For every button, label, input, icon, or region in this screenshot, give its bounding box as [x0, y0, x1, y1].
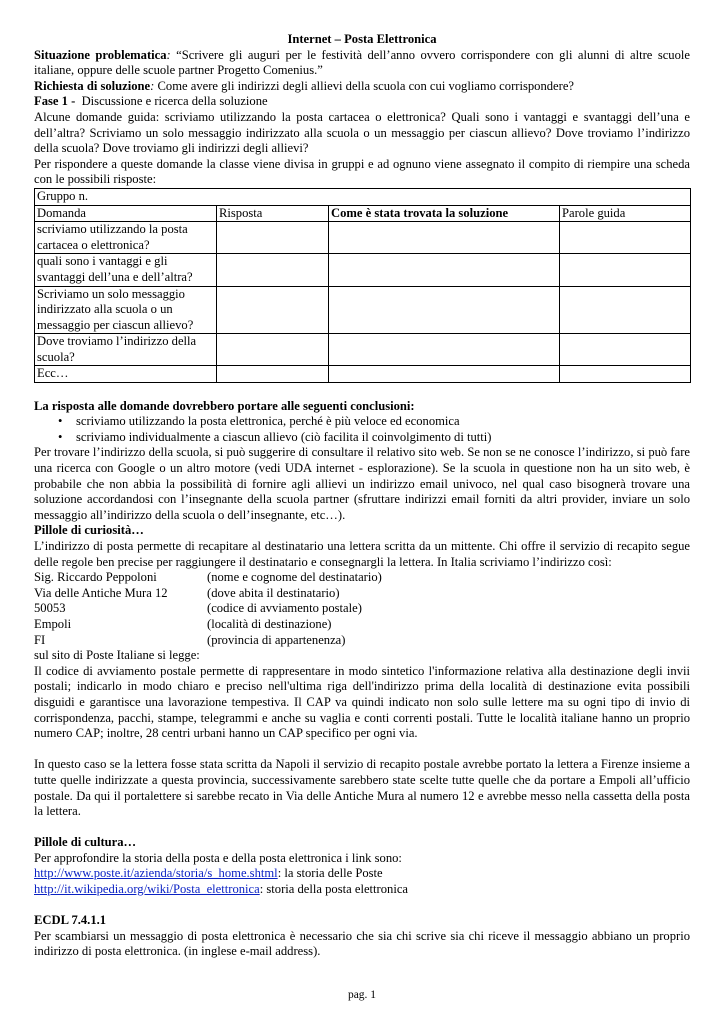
domande-guida-paragraph: Alcune domande guida: scriviamo utilizzando la posta cartacea o elettronica? Quali sono i vantaggi e svantaggi dell’una e dell’altra? Scriviamo un solo messaggio indirizzato alla scuola o un messaggio per ciascun allievo? Dove troviamo l’indirizzo della scuola? Dove troviamo gli indirizzi degli allievi?: [34, 109, 690, 156]
table-row: [35, 222, 691, 254]
address-line: [34, 570, 690, 586]
fase-text: Discussione e ricerca della soluzione: [75, 94, 268, 109]
table-cell-question: Ecc…: [35, 366, 217, 383]
richiesta-label: Richiesta di soluzione: [34, 78, 151, 93]
fase-heading: [34, 94, 690, 110]
intro-tabella-paragraph: Per rispondere a queste domande la classe viene divisa in gruppi e ad ognuno viene assegnato il compito di riempire una scheda con le possibili risposte:: [34, 156, 690, 187]
table-cell-empty: [560, 366, 691, 383]
address-note: (provincia di appartenenza): [207, 632, 346, 647]
link-description: : storia della posta elettronica: [259, 882, 409, 897]
address-line: [34, 586, 690, 602]
cultura-intro: Per approfondire la storia della posta e della posta elettronica i link sono:: [34, 850, 402, 865]
address-line: [34, 633, 690, 649]
table-row: [35, 366, 691, 383]
table-group-row: [35, 188, 691, 205]
table-cell-question: scriviamo utilizzando la posta cartacea o elettronica?: [35, 222, 217, 254]
table-cell-empty: [217, 222, 329, 254]
table-cell-empty: [329, 366, 560, 383]
link-description: : la storia delle Poste: [277, 866, 383, 881]
address-value: Sig. Riccardo Peppoloni: [34, 570, 157, 585]
spacer: [34, 742, 690, 758]
document-page: [34, 32, 690, 960]
table-cell-empty: [329, 254, 560, 286]
situazione-paragraph: [34, 48, 690, 79]
table-header-row: [35, 205, 691, 222]
richiesta-colon: :: [150, 78, 155, 93]
curiosita-paragraph: L’indirizzo di posta permette di recapitare al destinatario una lettera scritta da un mittente. Chi offre il servizio di recapito segue delle regole ben precise per raggiungere il destinatario e consegnargli la lettera. In Italia scriviamo l’indirizzo così:: [34, 539, 690, 569]
table-cell-question: Dove troviamo l’indirizzo della scuola?: [35, 334, 217, 366]
address-value: Via delle Antiche Mura 12: [34, 585, 168, 600]
table-cell-empty: [329, 334, 560, 366]
link-line: [34, 882, 690, 898]
spacer: [34, 383, 690, 399]
table-group-label: Gruppo n.: [35, 188, 691, 205]
address-note: (nome e cognome del destinatario): [207, 570, 382, 585]
richiesta-paragraph: [34, 79, 690, 95]
link-line: [34, 866, 690, 882]
cap-paragraph: Il codice di avviamento postale permette di rappresentare in modo sintetico l'informazione relativa alla destinazione degli invii postali; indicarlo in modo chiaro e preciso nell'ultima riga dell'indirizzo prima della località di destinazione evita possibili disguidi e garantisce una lavorazione tempestiva. Il CAP va quindi indicato non solo sulle lettere ma su ogni tipo di invio di corrispondenza, pacchi, stampe, telegrammi e anche su vaglia e conti correnti postali. Tutte le località italiane hanno un proprio numero CAP; inoltre, 28 centri urbani hanno un CAP specifico per ogni via.: [34, 663, 690, 741]
conclusioni-list: [34, 414, 690, 445]
situazione-label: Situazione problematica: [34, 47, 167, 62]
curiosita-heading: Pillole di curiosità…: [34, 523, 144, 538]
list-item: • scriviamo individualmente a ciascun allievo (ciò facilita il coinvolgimento di tutti): [76, 430, 690, 446]
table-cell-empty: [217, 366, 329, 383]
table-header-parole: Parole guida: [560, 205, 691, 222]
table-header-domanda: Domanda: [35, 205, 217, 222]
situazione-text: “Scrivere gli auguri per le festività dell’anno ovvero corrispondere con gli alunni di altre scuole italiane, oppure delle scuole partner Progetto Comenius.”: [34, 47, 690, 78]
poste-storia-link[interactable]: http://www.poste.it/azienda/storia/s_home.shtml: [34, 866, 278, 881]
address-line: [34, 601, 690, 617]
address-block: [34, 570, 690, 648]
poste-intro: sul sito di Poste Italiane si legge:: [34, 648, 200, 663]
page-number: pag. 1: [347, 989, 377, 1001]
ecdl-heading: ECDL 7.4.1.1: [34, 913, 107, 928]
address-value: FI: [34, 632, 46, 647]
napoli-paragraph: In questo caso se la lettera fosse stata scritta da Napoli il servizio di recapito postale avrebbe portato la lettera a Firenze insieme a tutte quelle indirizzate a questa provincia, successivamente sarebbero state scelte tutte quelle che da portare a Empoli all’ufficio postale. Da qui il portalettere si sarebbe recato in Via delle Antiche Mura al numero 12 e avrebbe messo nella cassetta della posta la lettera.: [34, 757, 690, 819]
richiesta-text: Come avere gli indirizzi degli allievi della scuola con cui vogliamo corrispondere?: [154, 78, 575, 93]
wikipedia-posta-link[interactable]: http://it.wikipedia.org/wiki/Posta_elettronica: [34, 882, 260, 897]
situazione-colon: :: [166, 47, 171, 62]
table-cell-question: Scriviamo un solo messaggio indirizzato alla scuola o un messaggio per ciascun allievo?: [35, 286, 217, 334]
fase-label: Fase 1 -: [34, 94, 76, 109]
spacer: [34, 820, 690, 836]
address-line: [34, 617, 690, 633]
table-cell-empty: [560, 254, 691, 286]
page-title: Internet – Posta Elettronica: [287, 32, 437, 46]
table-cell-empty: [217, 334, 329, 366]
address-note: (dove abita il destinatario): [207, 585, 340, 600]
table-row: [35, 334, 691, 366]
group-table: [34, 188, 691, 383]
address-note: (località di destinazione): [207, 616, 332, 631]
table-row: [35, 286, 691, 334]
table-cell-empty: [329, 222, 560, 254]
ecdl-paragraph: Per scambiarsi un messaggio di posta elettronica è necessario che sia chi scrive sia chi riceve il messaggio abbiano un proprio indirizzo di posta elettronica. (in inglese e-mail address).: [34, 928, 690, 959]
table-header-soluzione: Come è stata trovata la soluzione: [329, 205, 560, 222]
address-note: (codice di avviamento postale): [207, 601, 362, 616]
table-cell-empty: [560, 286, 691, 334]
cultura-heading: Pillole di cultura…: [34, 835, 137, 850]
conclusioni-heading: La risposta alle domande dovrebbero portare alle seguenti conclusioni:: [34, 398, 415, 413]
table-cell-empty: [217, 286, 329, 334]
spacer: [34, 898, 690, 914]
table-header-risposta: Risposta: [217, 205, 329, 222]
table-cell-question: quali sono i vantaggi e gli svantaggi dell’una e dell’altra?: [35, 254, 217, 286]
list-item: • scriviamo utilizzando la posta elettronica, perché è più veloce ed economica: [76, 414, 690, 430]
table-row: [35, 254, 691, 286]
table-cell-empty: [217, 254, 329, 286]
conclusioni-paragraph: Per trovare l’indirizzo della scuola, si può suggerire di consultare il relativo sito web. Se non se ne conosce l’indirizzo, si può fare una ricerca con Google o un altro motore (vedi UDA internet - esplorazione). Se la scuola in questione non ha un sito web, è probabile che non abbia la possibilità di fornire agli allievi un indirizzo email univoco, nel qual caso bisognerà trovare una soluzione accordandosi con l’insegnante della scuola partner (sfruttare indirizzi email forniti da altri provider, inviare un solo messaggio all’indirizzo della scuola o dell’insegnante, etc…).: [34, 445, 690, 522]
table-cell-empty: [329, 286, 560, 334]
address-value: Empoli: [34, 616, 72, 631]
table-cell-empty: [560, 222, 691, 254]
address-value: 50053: [34, 601, 66, 616]
table-cell-empty: [560, 334, 691, 366]
